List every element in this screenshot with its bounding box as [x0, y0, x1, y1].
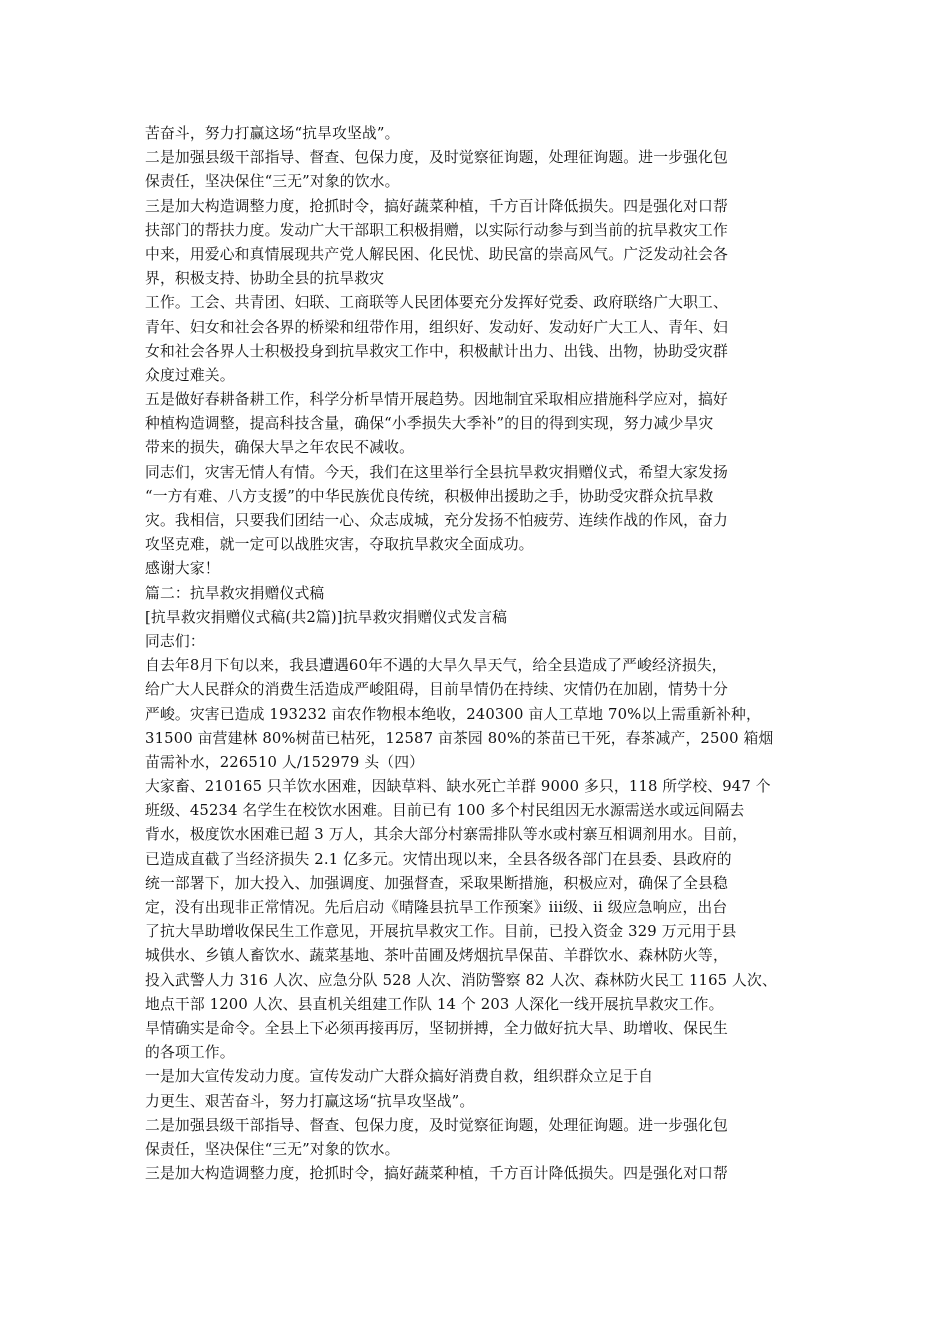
- text-line: 给广大人民群众的消费生活造成严峻阻碍，目前旱情仍在持续、灾情仍在加剧，情势十分: [145, 681, 728, 699]
- text-line: “一方有难、八方支援”的中华民族优良传统，积极伸出援助之手，协助受灾群众抗旱救: [145, 487, 714, 505]
- text-line: 同志们，灾害无情人有情。今天，我们在这里举行全县抗旱救灾捐赠仪式，希望大家发扬: [145, 463, 728, 481]
- text-line: 青年、妇女和社会各界的桥梁和纽带作用，组织好、发动好、发动好广大工人、青年、妇: [145, 318, 728, 336]
- text-line: 保责任，坚决保住“三无”对象的饮水。: [145, 1140, 400, 1158]
- text-line: 工作。工会、共青团、妇联、工商联等人民团体要充分发挥好党委、政府联络广大职工、: [145, 294, 728, 312]
- text-line: 苗需补水，226510 人/152979 头（四）: [145, 753, 425, 771]
- text-line: 统一部署下，加大投入、加强调度、加强督查，采取果断措施，积极应对，确保了全县稳: [145, 874, 728, 892]
- text-line: 灾。我相信，只要我们团结一心、众志成城，充分发扬不怕疲劳、连续作战的作风，奋力: [145, 512, 728, 529]
- text-line: 攻坚克难，就一定可以战胜灾害，夺取抗旱救灾全面成功。: [145, 536, 534, 554]
- text-line: 二是加强县级干部指导、督查、包保力度，及时觉察征询题，处理征询题。进一步强化包: [145, 1116, 728, 1134]
- text-line: 的各项工作。: [145, 1044, 235, 1062]
- text-line: 力更生、艰苦奋斗，努力打赢这场“抗旱攻坚战”。: [145, 1092, 475, 1110]
- text-line: 中来，用爱心和真情展现共产党人解民困、化民忧、助民富的崇高风气。广泛发动社会各: [145, 245, 728, 263]
- text-line: 自去年8月下旬以来，我县遭遇60年不遇的大旱久旱天气，给全县造成了严峻经济损失，: [145, 657, 727, 675]
- text-line: 女和社会各界人士积极投身到抗旱救灾工作中，积极献计出力、出钱、出物，协助受灾群: [145, 342, 728, 360]
- text-line: 种植构造调整，提高科技含量，确保“小季损失大季补”的目的得到实现，努力减少旱灾: [145, 415, 714, 433]
- text-line: 苦奋斗，努力打赢这场“抗旱攻坚战”。: [145, 125, 400, 142]
- text-line: 一是加大宣传发动力度。宣传发动广大群众搞好消费自救，组织群众立足于自: [145, 1068, 654, 1086]
- text-line: 背水，极度饮水困难已超 3 万人，其余大部分村寨需排队等水或村寨互相调剂用水。目前，: [145, 826, 748, 844]
- text-line: 班级、45234 名学生在校饮水困难。目前已有 100 多个村民组因无水源需送水或远间隔去: [145, 802, 745, 820]
- text-line: 了抗大旱助增收保民生工作意见，开展抗旱救灾工作。目前，已投入资金 329 万元用于县: [145, 923, 737, 941]
- text-line: 篇二：抗旱救灾捐赠仪式稿: [145, 584, 325, 602]
- text-line: 投入武警人力 316 人次、应急分队 528 人次、消防警察 82 人次、森林防火民工 1165 人次、: [145, 971, 777, 989]
- text-line: 带来的损失，确保大旱之年农民不减收。: [145, 439, 415, 457]
- text-line: 同志们：: [145, 632, 205, 650]
- text-line: 界，积极支持、协助全县的抗旱救灾: [145, 270, 385, 288]
- text-line: 地点干部 1200 人次、县直机关组建工作队 14 个 203 人深化一线开展抗旱救灾工作。: [145, 995, 724, 1013]
- text-line: 31500 亩营建林 80%树苗已枯死，12587 亩茶园 80%的茶苗已干死，春茶减产，2500 箱烟: [145, 729, 774, 747]
- text-line: 三是加大构造调整力度，抢抓时令，搞好蔬菜种植，千方百计降低损失。四是强化对口帮: [145, 1165, 728, 1183]
- text-line: 定，没有出现非正常情况。先后启动《晴隆县抗旱工作预案》iii级、ii 级应急响应，出台: [145, 899, 728, 916]
- text-line: 三是加大构造调整力度，抢抓时令，搞好蔬菜种植，千方百计降低损失。四是强化对口帮: [145, 197, 728, 215]
- text-line: 旱情确实是命令。全县上下必须再接再厉，坚韧拼搏，全力做好抗大旱、助增收、保民生: [145, 1019, 728, 1037]
- text-line: 扶部门的帮扶力度。发动广大干部职工积极捐赠，以实际行动参与到当前的抗旱救灾工作: [145, 221, 728, 239]
- text-line: [抗旱救灾捐赠仪式稿(共2篇)]抗旱救灾捐赠仪式发言稿: [145, 608, 508, 626]
- text-line: 已造成直截了当经济损失 2.1 亿多元。灾情出现以来，全县各级各部门在县委、县政府的: [145, 850, 732, 868]
- text-line: 感谢大家！: [145, 560, 220, 578]
- text-line: 五是做好春耕备耕工作，科学分析旱情开展趋势。因地制宜采取相应措施科学应对，搞好: [145, 391, 728, 409]
- text-line: 保责任，坚决保住“三无”对象的饮水。: [145, 173, 400, 191]
- text-line: 城供水、乡镇人畜饮水、蔬菜基地、茶叶苗圃及烤烟抗旱保苗、羊群饮水、森林防火等，: [145, 947, 728, 965]
- text-line: 严峻。灾害已造成 193232 亩农作物根本绝收，240300 亩人工草地 70%以上需重新补种，: [145, 705, 761, 723]
- text-line: 众度过难关。: [145, 366, 235, 384]
- text-line: 二是加强县级干部指导、督查、包保力度，及时觉察征询题，处理征询题。进一步强化包: [145, 149, 728, 167]
- document-body: [145, 122, 815, 1186]
- text-line: 大家畜、210165 只羊饮水困难，因缺草料、缺水死亡羊群 9000 多只，118 所学校、947 个: [145, 778, 771, 796]
